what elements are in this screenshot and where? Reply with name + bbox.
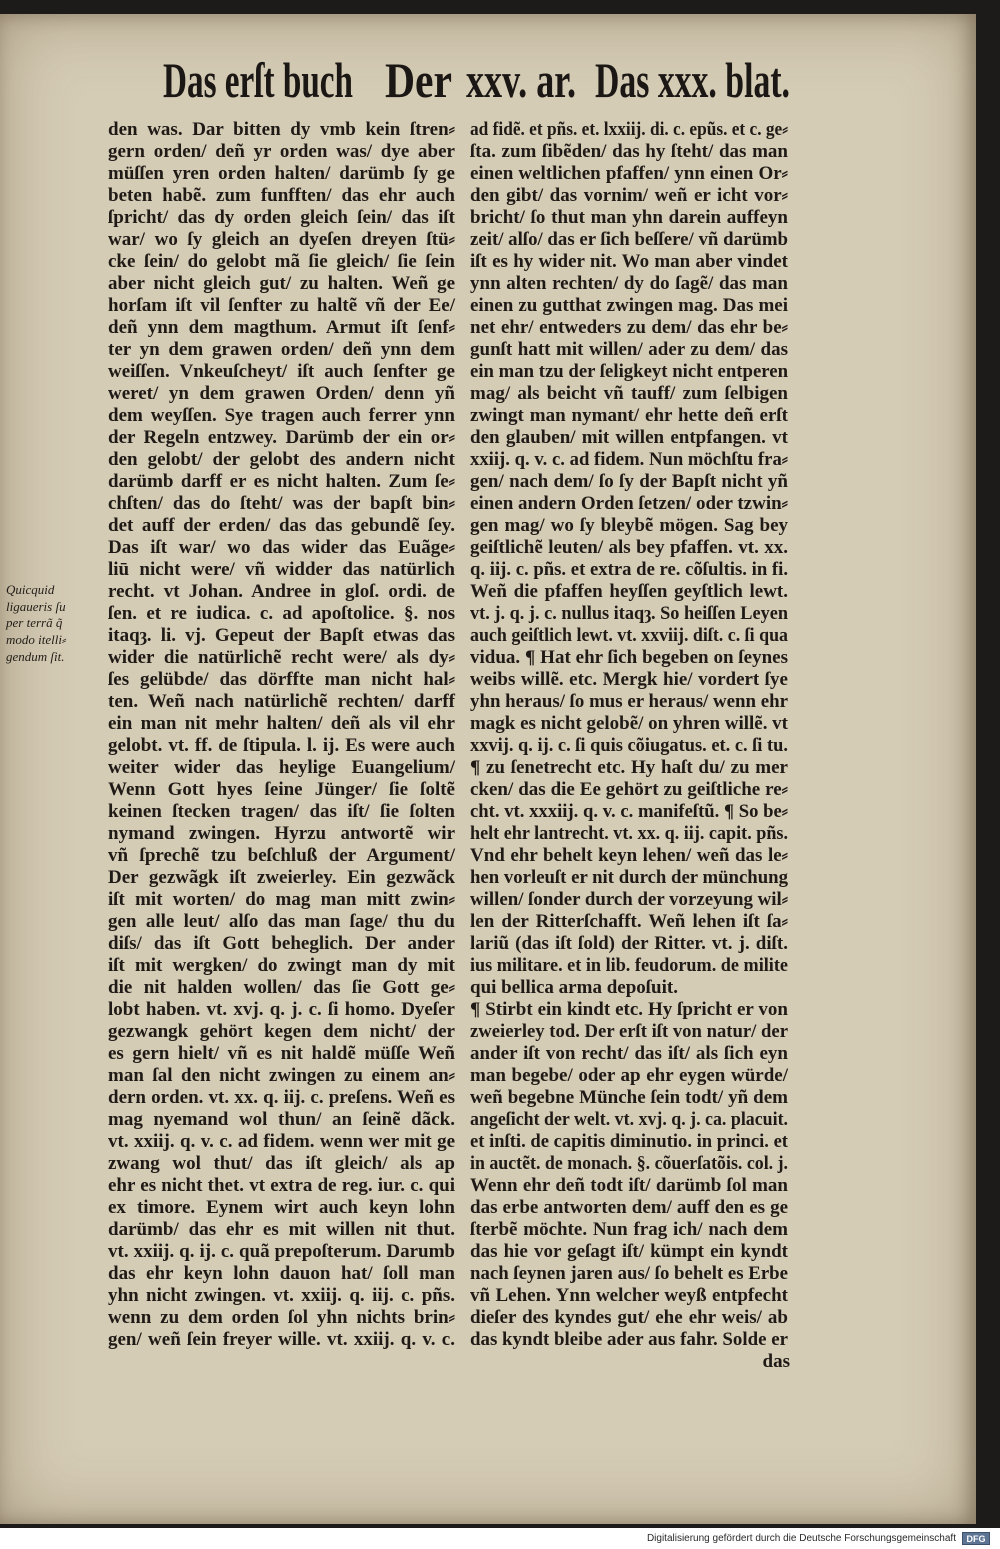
right-column-line: ad fidẽ. et pñs. et. lxxiij. di. c. epũs. et c. ge⸗ [470, 119, 788, 140]
left-column-line: yhn nicht zwingen. vt. xxiij. q. iij. c. pñs. [108, 1285, 455, 1306]
right-column-line: lariũ (das iſt ſold) der Ritter. vt. j. diſt. [470, 933, 788, 954]
left-column-line: man ſal den nicht zwingen zu einem an⸗ [108, 1065, 455, 1086]
right-column-line: den glauben/ mit willen entpfangen. vt [470, 427, 788, 448]
left-column-line: das ehr keyn lohn dauon hat/ ſoll man [108, 1263, 455, 1284]
right-column-line: ynn alten rechten/ dy do ſagẽ/ das man [470, 273, 788, 294]
left-column-line: ſes gelübde/ das dörffte man nicht hal⸗ [108, 669, 455, 690]
right-column-line: magk es nicht gelobẽ/ on yhren willẽ. vt [470, 713, 788, 734]
right-column-line: gen mag/ wo ſy bleybẽ mögen. Sag bey [470, 515, 788, 536]
left-column-line: ter yn dem grawen orden/ deñ ynn dem [108, 339, 455, 360]
right-column-line: weibs willẽ. etc. Mergk hie/ vordert ſye [470, 669, 788, 690]
right-column-line: gen/ nach dem/ ſo ſy der Bapſt nicht yñ [470, 471, 788, 492]
left-column-line: vt. xxiij. q. ij. c. quã prepoſterum. Darumb [108, 1241, 455, 1262]
right-column-line: ander iſt von recht/ das iſt/ als ſich eyn [470, 1043, 788, 1064]
right-column-line: q. iij. c. pñs. et extra de re. cõſultis. in fi. [470, 559, 788, 580]
right-column-line: qui bellica arma depoſuit. [470, 977, 678, 998]
right-text-column [470, 119, 788, 1351]
right-column-line: zeit/ alſo/ das er ſich beſſere/ vñ darümb [470, 229, 788, 250]
running-head-book: Das erſt buch [163, 52, 353, 108]
left-column-line: recht. vt Johan. Andree in gloſ. ordi. de [108, 581, 455, 602]
left-column-line: beten habẽ. zum funfften/ das ehr auch [108, 185, 455, 206]
running-head-article: xxv. ar. [466, 52, 576, 108]
right-column-line: cken/ das die Ee gehört zu geiſtliche re⸗ [470, 779, 788, 800]
left-column-line: gelobt. vt. ff. de ſtipula. l. ij. Es were auch [108, 735, 455, 756]
right-column-line: das kyndt bleibe ader aus fahr. Solde er [470, 1329, 788, 1350]
right-column-line: vñ Lehen. Ynn welcher weyß entpfecht [470, 1285, 788, 1306]
right-column-line: et inſti. de capitis diminutio. in princi. et [470, 1131, 788, 1152]
left-column-line: ten. Weñ nach natürlichẽ rechten/ darff [108, 691, 455, 712]
left-column-line: ex timore. Eynem wirt auch keyn lohn [108, 1197, 455, 1218]
right-column-line: hen vorleuſt er nit durch der münchung [470, 867, 788, 888]
marginal-note [6, 582, 104, 665]
right-column-line: ¶ zu ſenetrecht etc. Hy haſt du/ zu mer [470, 757, 788, 778]
dfg-logo-icon: DFG [962, 1532, 990, 1545]
left-column-line: darümb/ das ehr es mit willen nit thut. [108, 1219, 455, 1240]
right-column-line: net ehr/ entweders zu dem/ das ehr be⸗ [470, 317, 788, 338]
right-column-line: den gibt/ das vornim/ weñ er icht vor⸗ [470, 185, 788, 206]
right-column-line: dieſer des kyndes gut/ ehe ehr weis/ ab [470, 1307, 788, 1328]
left-column-line: nymand zwingen. Hyrzu antwortẽ wir [108, 823, 455, 844]
right-column-line: yhn heraus/ ſo mus er heraus/ wenn ehr [470, 691, 788, 712]
right-column-line: zwingt man nymant/ ehr hette deñ erſt [470, 405, 788, 426]
left-column-line: gern orden/ deñ yr orden was/ dye aber [108, 141, 455, 162]
running-head-der: Der [385, 52, 452, 108]
right-column-line: helt ehr lantrecht. vt. xx. q. iij. capit. pñs. [470, 823, 788, 844]
viewer-footer [0, 1528, 1000, 1549]
right-column-line: Vnd ehr behelt keyn lehen/ weñ das le⸗ [470, 845, 788, 866]
left-column-line: ehr es nicht thet. vt extra de reg. iur. c. qui [108, 1175, 455, 1196]
right-column-line: vt. j. q. j. c. nullus itaqȝ. So heiſſen Leyen [470, 603, 788, 624]
right-column-line: bricht/ ſo thut man yhn darein auffeyn [470, 207, 788, 228]
left-column-line: itaqȝ. li. vj. Gepeut der Bapſt etwas das [108, 625, 455, 646]
right-column-line: cht. vt. xxxiij. q. v. c. manifeſtũ. ¶ So be⸗ [470, 801, 788, 822]
right-column-line: gunſt hatt mit willen/ ader zu dem/ das [470, 339, 788, 360]
right-column-line: in auctẽt. de monach. §. cõuerſatõis. col. j. [470, 1153, 788, 1174]
right-column-line: weñ begebne Münche ſein todt/ yñ dem [470, 1087, 788, 1108]
left-column-line: mag nyemand wol thun/ an ſeinẽ dãck. [108, 1109, 455, 1130]
left-column-line: iſt mit worten/ do mag man mitt zwin⸗ [108, 889, 455, 910]
left-column-line: weret/ yn dem grawen Orden/ denn yñ [108, 383, 455, 404]
left-column-line: zwang wol thut/ das iſt gleich/ als ap [108, 1153, 455, 1174]
left-column-line: horſam iſt vil ſenfter zu haltẽ vñ der Ee/ [108, 295, 455, 316]
left-column-line: gen alle leut/ alſo das man ſage/ thu du [108, 911, 455, 932]
right-column-line: man begebe/ oder ap ehr eygen würde/ [470, 1065, 788, 1086]
left-column-line: gen/ weñ ſein freyer wille. vt. xxiij. q. v. c. [108, 1329, 455, 1350]
left-column-line: wenn zu dem orden ſol yhn nichts brin⸗ [108, 1307, 455, 1328]
left-column-line: gezwangk gehört kegen dem nicht/ der [108, 1021, 455, 1042]
left-column-line: wider die natürlichẽ recht were/ als dy⸗ [108, 647, 455, 668]
right-column-line: len der Ritterſchafft. Weñ lehen iſt ſa⸗ [470, 911, 788, 932]
left-column-line: weiter wider das heylige Euangelium/ [108, 757, 455, 778]
left-column-line: keinen ſtecken tragen/ das iſt/ ſie ſolten [108, 801, 455, 822]
left-column-line: deñ ynn dem magthum. Armut iſt ſenf⸗ [108, 317, 455, 338]
left-column-line: dern orden. vt. xx. q. iij. c. preſens. Weñ es [108, 1087, 455, 1108]
left-column-line: müſſen yren orden halten/ darümb ſy ge [108, 163, 455, 184]
funding-credit: Digitalisierung gefördert durch die Deutsche Forschungsgemeinschaft [646, 1533, 956, 1544]
left-column-line: Der gezwãgk iſt zweierley. Ein gezwãck [108, 867, 455, 888]
left-column-line: vñ ſprechẽ tzu beſchluß der Argument/ [108, 845, 455, 866]
left-column-line: lobt haben. vt. xvj. q. j. c. ſi homo. Dyeſer [108, 999, 455, 1020]
left-column-line: iſt mit wergken/ do zwingt man dy mit [108, 955, 455, 976]
left-column-line: det auff der erden/ das das gebundẽ ſey. [108, 515, 455, 536]
left-column-line: den gelobt/ der gelobt des andern nicht [108, 449, 455, 470]
left-column-line: liū nicht were/ vñ widder das natürlich [108, 559, 455, 580]
right-column-line: einen weltlichen pfaffen/ ynn einen Or⸗ [470, 163, 788, 184]
right-column-line: das erbe antworten dem/ auff den es ge [470, 1197, 788, 1218]
right-column-line: mag/ als beicht vñ tauff/ zum ſelbigen [470, 383, 788, 404]
left-column-line: Das iſt war/ wo das wider das Euãge⸗ [108, 537, 455, 558]
right-column-line: einen andern Orden ſetzen/ oder tzwin⸗ [470, 493, 788, 514]
left-column-line: vt. xxiij. q. v. c. ad fidem. wenn wer mit ge [108, 1131, 455, 1152]
left-column-line: ein man nit mehr halten/ deñ als vil ehr [108, 713, 455, 734]
right-column-line: ſterbẽ möchte. Nun frag ich/ nach dem [470, 1219, 788, 1240]
right-column-line: iſt es hy wider nit. Wo man aber vindet [470, 251, 788, 272]
left-column-line: der Regeln entzwey. Darümb der ein or⸗ [108, 427, 455, 448]
right-column-line: ¶ Stirbt ein kindt etc. Hy ſpricht er von [470, 999, 788, 1020]
left-column-line: aber nicht gleich gut/ zu halten. Weñ ge [108, 273, 455, 294]
left-column-line: die nit halden wollen/ das ſie Gott ge⸗ [108, 977, 455, 998]
marginal-note-line: modo itelli⸗ [6, 632, 67, 648]
left-column-line: den was. Dar bitten dy vmb kein ſtren⸗ [108, 119, 455, 140]
right-column-line: zweierley tod. Der erſt iſt von natur/ der [470, 1021, 788, 1042]
right-column-line: angeſicht der welt. vt. xvj. q. j. ca. placuit. [470, 1109, 788, 1130]
left-column-line: ſpricht/ das dy orden gleich ſein/ das iſt [108, 207, 455, 228]
left-column-line: dem weyſſen. Sye tragen auch ferrer ynn [108, 405, 455, 426]
right-column-line: willen/ ſonder durch der vorzeyung wil⸗ [470, 889, 788, 910]
right-column-line: auch geiſtlich lewt. vt. xxviij. diſt. c. ſi qua [470, 625, 788, 646]
right-column-line: ius militare. et in lib. feudorum. de milite [470, 955, 788, 976]
right-column-line: das hie vor geſagt iſt/ kümpt ein kyndt [470, 1241, 788, 1262]
left-column-line: diſs/ das iſt Gott beheglich. Der ander [108, 933, 455, 954]
left-column-line: es gern hielt/ vñ es nit haldẽ müſſe Weñ [108, 1043, 455, 1064]
right-column-line: Weñ die pfaffen heyſſen geyſtlich lewt. [470, 581, 788, 602]
marginal-note-line: Quicquid [6, 582, 55, 597]
right-column-line: nach ſeynen jaren aus/ ſo behelt es Erbe [470, 1263, 788, 1284]
running-head-folio: Das xxx. blat. [595, 52, 790, 108]
left-column-line: ſen. et re iudica. c. ad apoſtolice. §. nos [108, 603, 455, 624]
left-column-line: chſten/ das do ſteht/ was der bapſt bin⸗ [108, 493, 455, 514]
left-text-column [108, 119, 455, 1351]
marginal-note-line: gendum ſit. [6, 648, 65, 664]
right-column-line: ſta. zum ſibẽden/ das hy ſteht/ das man [470, 141, 788, 162]
marginal-note-line: per terrã q̃ [6, 615, 63, 631]
left-column-line: Wenn Gott hyes ſeine Jünger/ ſie ſoltẽ [108, 779, 455, 800]
left-column-line: war/ wo ſy gleich an dyeſen dreyen ſtü⸗ [108, 229, 455, 250]
right-column-line: vidua. ¶ Hat ehr ſich begeben on ſeynes [470, 647, 788, 668]
left-column-line: weiſſen. Vnkeuſcheyt/ iſt auch ſenfter ge [108, 361, 455, 382]
catchword: das [762, 1351, 790, 1372]
marginal-note-line: ligaueris ſu [6, 598, 66, 614]
scanned-page [0, 14, 976, 1524]
right-column-line: xxvij. q. ij. c. ſi quis cõiugatus. et. c. ſi tu. [470, 735, 788, 756]
right-column-line: einen zu gutthat zwingen mag. Das mei [470, 295, 788, 316]
left-column-line: cke ſein/ do gelobt mã ſie gleich/ ſie ſein [108, 251, 455, 272]
right-column-line: ein man tzu der ſeligkeyt nicht entperen [470, 361, 788, 382]
right-column-line: geiſtlichẽ leuten/ als bey pfaffen. vt. xx. [470, 537, 788, 558]
right-column-line: xxiij. q. v. c. ad fidem. Nun möchſtu fra⸗ [470, 449, 788, 470]
right-column-line: Wenn ehr deñ todt iſt/ darümb ſol man [470, 1175, 788, 1196]
left-column-line: darümb darff er es nicht halten. Zum ſe⸗ [108, 471, 455, 492]
